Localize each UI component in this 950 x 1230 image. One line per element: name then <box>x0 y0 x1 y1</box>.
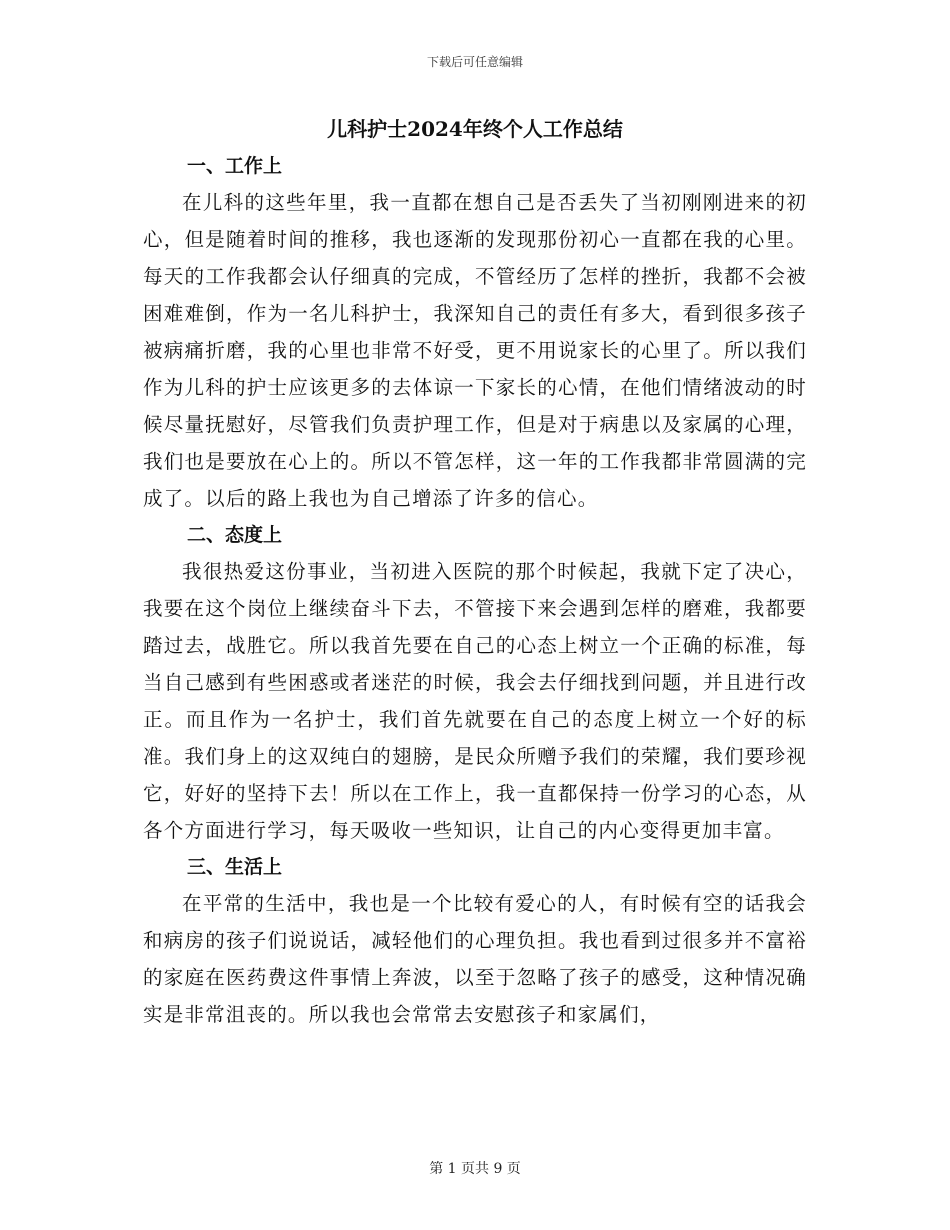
section-attitude <box>143 517 807 849</box>
section-work <box>143 148 807 517</box>
section-heading: 三、生活上 <box>187 856 283 878</box>
section-heading: 二、态度上 <box>187 524 283 546</box>
section-paragraph: 在平常的生活中，我也是一个比较有爱心的人，有时候有空的话我会和病房的孩子们说说话，减轻他们的心理负担。我也看到过很多并不富裕的家庭在医药费这件事情上奔波，以至于忽略了孩子的感受，这种情况确实是非常沮丧的。所以我也会常常去安慰孩子和家属们， <box>143 892 807 1026</box>
section-life <box>143 849 807 1033</box>
section-heading: 一、工作上 <box>187 155 283 177</box>
section-paragraph: 在儿科的这些年里，我一直都在想自己是否丢失了当初刚刚进来的初心，但是随着时间的推移，我也逐渐的发现那份初心一直都在我的心里。每天的工作我都会认仔细真的完成，不管经历了怎样的挫折，我都不会被困难难倒，作为一名儿科护士，我深知自己的责任有多大，看到很多孩子被病痛折磨，我的心里也非常不好受，更不用说家长的心里了。所以我们作为儿科的护士应该更多的去体谅一下家长的心情，在他们情绪波动的时候尽量抚慰好，尽管我们负责护理工作，但是对于病患以及家属的心理，我们也是要放在心上的。所以不管怎样，这一年的工作我都非常圆满的完成了。以后的路上我也为自己增添了许多的信心。 <box>143 191 807 510</box>
page-header-note: 下载后可任意编辑 <box>426 55 523 69</box>
page-number: 第 1 页共 9 页 <box>429 1161 521 1177</box>
document-body <box>143 110 807 1033</box>
document-title: 儿科护士2024年终个人工作总结 <box>327 117 623 141</box>
section-paragraph: 我很热爱这份事业，当初进入医院的那个时候起，我就下定了决心，我要在这个岗位上继续奋斗下去，不管接下来会遇到怎样的磨难，我都要踏过去，战胜它。所以我首先要在自己的心态上树立一个正确的标准，每当自己感到有些困惑或者迷茫的时候，我会去仔细找到问题，并且进行改正。而且作为一名护士，我们首先就要在自己的态度上树立一个好的标准。我们身上的这双纯白的翅膀，是民众所赠予我们的荣耀，我们要珍视它，好好的坚持下去！所以在工作上，我一直都保持一份学习的心态，从各个方面进行学习，每天吸收一些知识，让自己的内心变得更加丰富。 <box>143 560 807 842</box>
